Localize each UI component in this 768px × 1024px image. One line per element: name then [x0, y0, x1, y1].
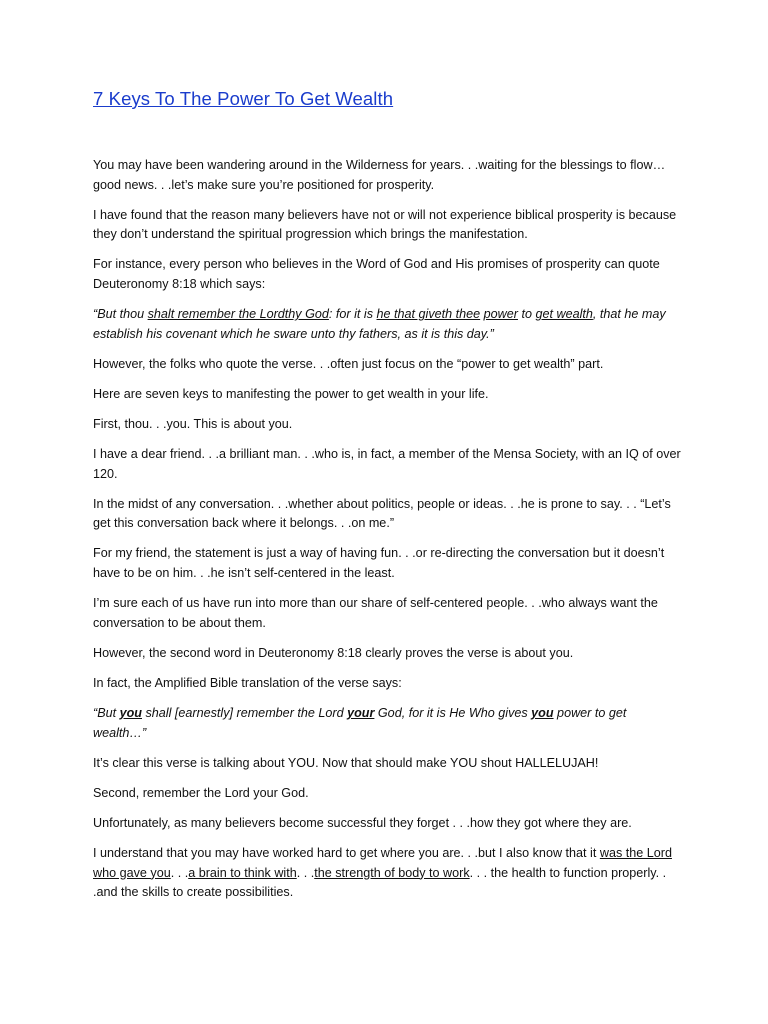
paragraph: For my friend, the statement is just a way of having fun. . .or re-directing the conversation but it doesn’t have to be on him. . .he isn’t self-centered in the least.: [93, 546, 665, 580]
paragraph: In fact, the Amplified Bible translation of the verse says:: [93, 675, 402, 690]
paragraph: It’s clear this verse is talking about YOU. Now that should make YOU shout HALLELUJAH!: [93, 755, 599, 770]
paragraph: I’m sure each of us have run into more than our share of self-centered people. . .who always want the conversation to be about them.: [93, 596, 658, 630]
underlined-phrase: get wealth: [535, 307, 593, 322]
paragraph: However, the second word in Deuteronomy 8:18 clearly proves the verse is about you.: [93, 645, 574, 660]
underlined-phrase: he that giveth thee: [376, 307, 481, 322]
paragraph-text: . . .: [170, 865, 189, 880]
paragraph: First, thou. . .you. This is about you.: [93, 416, 293, 431]
quote-text: God, for it is He Who gives: [374, 705, 532, 720]
paragraph: You may have been wandering around in the Wilderness for years. . .waiting for the blessings to flow…good news. . .let’s make sure you’re positioned for prosperity.: [93, 158, 666, 192]
paragraph: [93, 844, 683, 903]
underlined-phrase: shalt remember the Lordthy God: [147, 307, 329, 322]
document-title-link[interactable]: 7 Keys To The Power To Get Wealth: [93, 88, 394, 109]
paragraph-text: . . .: [296, 865, 315, 880]
emphasized-word: you: [531, 705, 554, 720]
paragraph: I have found that the reason many believers have not or will not experience biblical prosperity is because they don’t understand the spiritual progression which brings the manifestation.: [93, 207, 677, 242]
quote-text: power to get wealth…”: [93, 705, 627, 740]
paragraph: Here are seven keys to manifesting the power to get wealth in your life.: [93, 386, 489, 401]
quote-text: shall [earnestly] remember the Lord: [142, 705, 348, 720]
paragraph: Unfortunately, as many believers become successful they forget . . .how they got where they are.: [93, 815, 632, 830]
paragraph: However, the folks who quote the verse. . .often just focus on the “power to get wealth” part.: [93, 356, 604, 371]
scripture-quote-amplified: [93, 704, 683, 743]
document-body: [93, 156, 683, 913]
underlined-phrase: was the Lord who gave you: [93, 845, 672, 880]
quote-text: “But: [93, 705, 120, 720]
underlined-phrase: a brain to think with: [188, 865, 297, 880]
quote-text: : for it is: [328, 307, 377, 322]
paragraph: In the midst of any conversation. . .whether about politics, people or ideas. . .he is prone to say. . . “Let’s get this conversation back where it belongs. . .on me.”: [93, 496, 671, 531]
paragraph-text: I understand that you may have worked hard to get where you are. . .but I also know that it: [93, 845, 600, 860]
underlined-phrase: power: [483, 307, 518, 322]
quote-text: to: [517, 307, 536, 322]
emphasized-word: your: [347, 705, 375, 720]
paragraph: Second, remember the Lord your God.: [93, 785, 309, 800]
scripture-quote-kjv: [93, 305, 683, 344]
paragraph-text: . . . the health to function properly. . .and the skills to create possibilities.: [93, 865, 667, 900]
underlined-phrase: the strength of body to work: [314, 865, 470, 880]
emphasized-word: you: [119, 705, 142, 720]
paragraph: I have a dear friend. . .a brilliant man. . .who is, in fact, a member of the Mensa Society, with an IQ of over 120.: [93, 447, 681, 481]
quote-text: , that he may establish his covenant which he sware unto thy fathers, as it is this day.”: [93, 307, 666, 341]
paragraph: For instance, every person who believes in the Word of God and His promises of prosperity can quote Deuteronomy 8:18 which says:: [93, 257, 660, 291]
quote-text: “But thou: [93, 307, 148, 322]
